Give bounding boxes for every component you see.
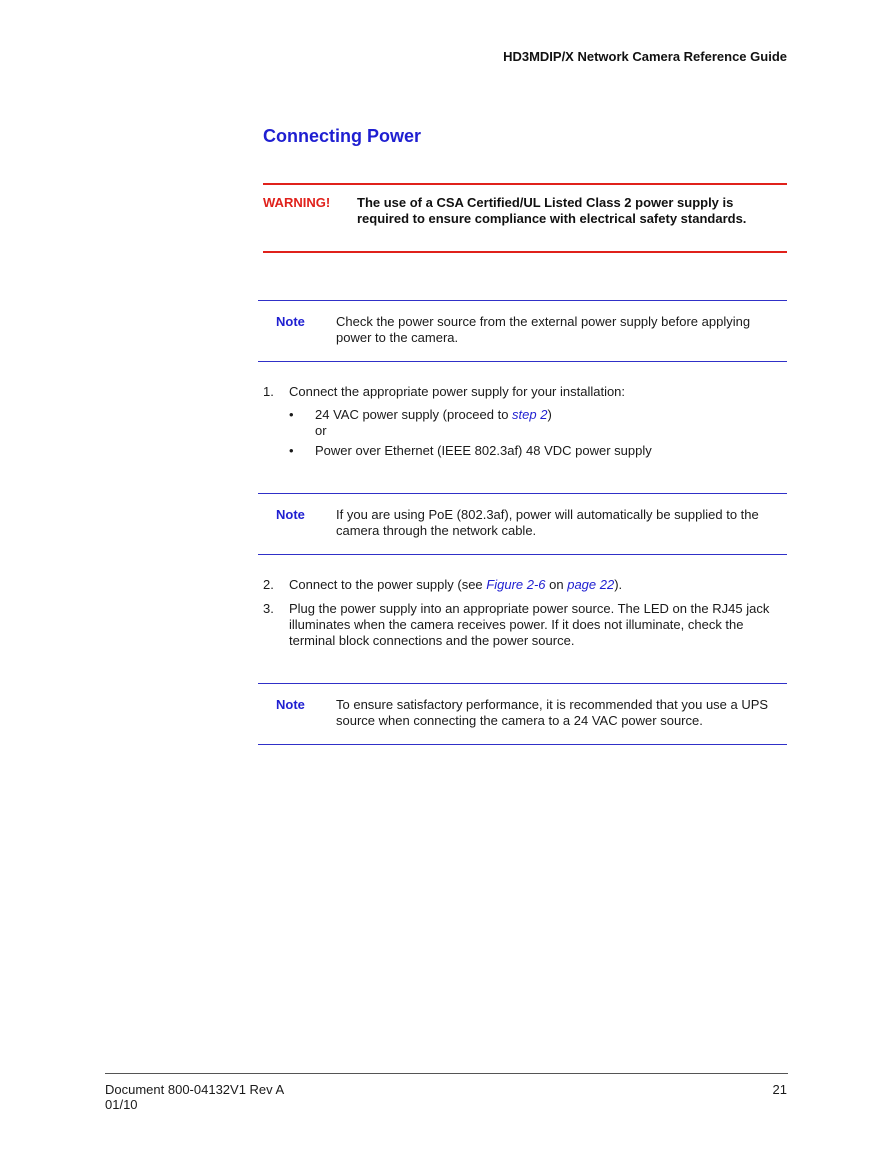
note-label: Note	[276, 314, 305, 329]
step-number: 1.	[263, 384, 274, 399]
bullet-text: Power over Ethernet (IEEE 802.3af) 48 VDC power supply	[315, 443, 652, 458]
note-label: Note	[276, 507, 305, 522]
step-text: Connect to the power supply (see Figure 2-6 on page 22).	[289, 577, 623, 592]
or-text: or	[315, 423, 327, 438]
warning-text: The use of a CSA Certified/UL Listed Class 2 power supply is required to ensure compliance with electrical safety standards.	[357, 195, 747, 226]
step-text: Plug the power supply into an appropriate power source. The LED on the RJ45 jack illuminates when the camera receives power. If it does not illuminate, check the terminal block connections and the power source.	[289, 601, 770, 648]
bullet-dot: •	[289, 443, 294, 458]
note-text: To ensure satisfactory performance, it is recommended that you use a UPS source when connecting the camera to a 24 VAC power source.	[336, 697, 769, 728]
section-title: Connecting Power	[263, 126, 422, 146]
note-label: Note	[276, 697, 305, 712]
note-text: If you are using PoE (802.3af), power will automatically be supplied to the camera through the network cable.	[336, 507, 759, 538]
note-box	[258, 493, 787, 555]
warning-box	[263, 183, 787, 253]
step-2-link[interactable]: step 2	[512, 407, 548, 422]
bullet-text: 24 VAC power supply (proceed to step 2) or	[315, 407, 552, 438]
note-text: Check the power source from the external power supply before applying power to the camera.	[336, 314, 751, 345]
step-number: 2.	[263, 577, 274, 592]
note-box	[258, 683, 787, 745]
document-date: 01/10	[105, 1097, 138, 1112]
note-box	[258, 300, 787, 362]
warning-label: WARNING!	[263, 195, 331, 210]
footer-divider	[105, 1073, 788, 1074]
step-text: Connect the appropriate power supply for your installation:	[289, 384, 626, 399]
document-number: Document 800-04132V1 Rev A	[105, 1082, 285, 1097]
page-link[interactable]: page 22	[567, 577, 615, 592]
bullet-dot: •	[289, 407, 294, 422]
running-header: HD3MDIP/X Network Camera Reference Guide	[503, 49, 787, 64]
footer-document-info	[105, 1082, 284, 1112]
step-number: 3.	[263, 601, 274, 616]
page-number: 21	[772, 1082, 787, 1097]
figure-link[interactable]: Figure 2-6	[486, 577, 546, 592]
